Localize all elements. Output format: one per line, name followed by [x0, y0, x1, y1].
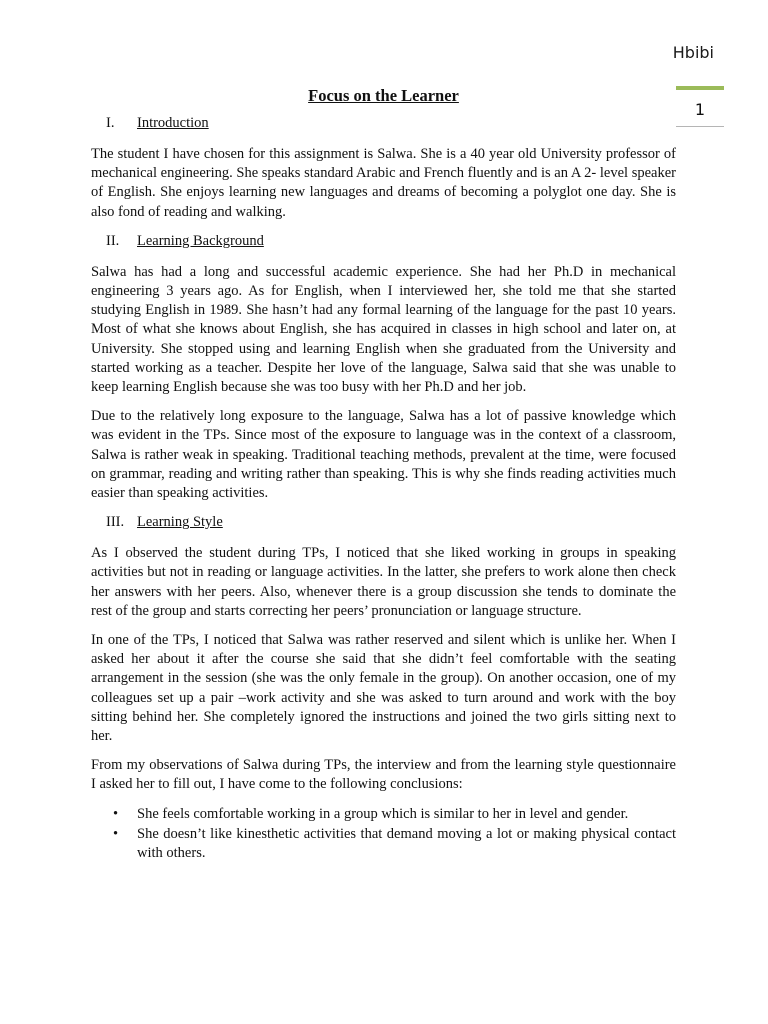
section-title: Learning Style	[137, 514, 223, 531]
section-heading-learning-background	[91, 232, 676, 251]
bullet-icon: •	[113, 825, 119, 842]
page-number-rule	[676, 126, 724, 127]
section-numeral: I.	[106, 115, 115, 131]
paragraph: Due to the relatively long exposure to the language, Salwa has a lot of passive knowledge which was evident in the TPs. Since most of the exposure to language was in the context of a classroom, Salwa is rather weak in speaking. Traditional teaching methods, prevalent at the time, were focused on grammar, reading and writing rather than speaking. This is why she finds reading activities much easier than speaking activities.	[91, 408, 676, 502]
header-author: Hbibi	[672, 43, 714, 62]
paragraph: As I observed the student during TPs, I noticed that she liked working in groups in speaking activities but not in reading or language activities. In the latter, she prefers to work alone then check her answers with her peers. Also, whenever there is a group discussion she tends to dominate the rest of the group and starts correcting her peers’ pronunciation or language structure.	[91, 545, 676, 619]
section-numeral: III.	[106, 514, 125, 531]
paragraph: In one of the TPs, I noticed that Salwa was rather reserved and silent which is unlike her. When I asked her about it after the course she said that she didn’t feel comfortable with the seating arrangement in the session (she was the only female in the group). On another occasion, one of my colleagues set up a pair –work activity and she was asked to turn around and work with the boy sitting behind her. She completely ignored the instructions and joined the two girls sitting next to her.	[91, 632, 676, 745]
list-item-text: She feels comfortable working in a group which is similar to her in level and gender.	[137, 805, 629, 822]
document-body	[91, 86, 676, 864]
list-item-text: She doesn’t like kinesthetic activities that demand moving a lot or making physical contact with others.	[137, 825, 676, 862]
section-heading-introduction	[91, 114, 676, 133]
bullet-icon: •	[113, 805, 119, 822]
section-numeral: II.	[106, 232, 120, 249]
paragraph: Salwa has had a long and successful academic experience. She had her Ph.D in mechanical engineering 3 years ago. As for English, when I interviewed her, she told me that she started studying English in 1989. She hasn’t had any formal learning of the language for the past 10 years. Most of what she knows about English, she has acquired in classes in high school and later on, at University. She stopped using and learning English when she graduated from the University and started working as a teacher. Despite her love of the language, Salwa said that she was unable to keep learning English because she was too busy with her Ph.D and her job.	[91, 263, 676, 396]
paragraph: The student I have chosen for this assignment is Salwa. She is a 40 year old University professor of mechanical engineering. She speaks standard Arabic and French fluently and is an A 2- level speaker of English. She enjoys learning new languages and dreams of becoming a polyglot one day. She is also fond of reading and walking.	[91, 146, 676, 220]
page-number: 1	[694, 100, 706, 119]
section-heading-learning-style	[91, 513, 676, 532]
page-number-box	[676, 86, 724, 127]
section-title: Introduction	[137, 115, 209, 131]
section-title: Learning Background	[137, 232, 264, 249]
document-title: Focus on the Learner	[308, 86, 459, 105]
list-item	[113, 825, 676, 863]
paragraph: From my observations of Salwa during TPs, the interview and from the learning style questionnaire I asked her to fill out, I have come to the following conclusions:	[91, 757, 676, 793]
list-item	[113, 805, 676, 824]
conclusions-list	[91, 805, 676, 864]
